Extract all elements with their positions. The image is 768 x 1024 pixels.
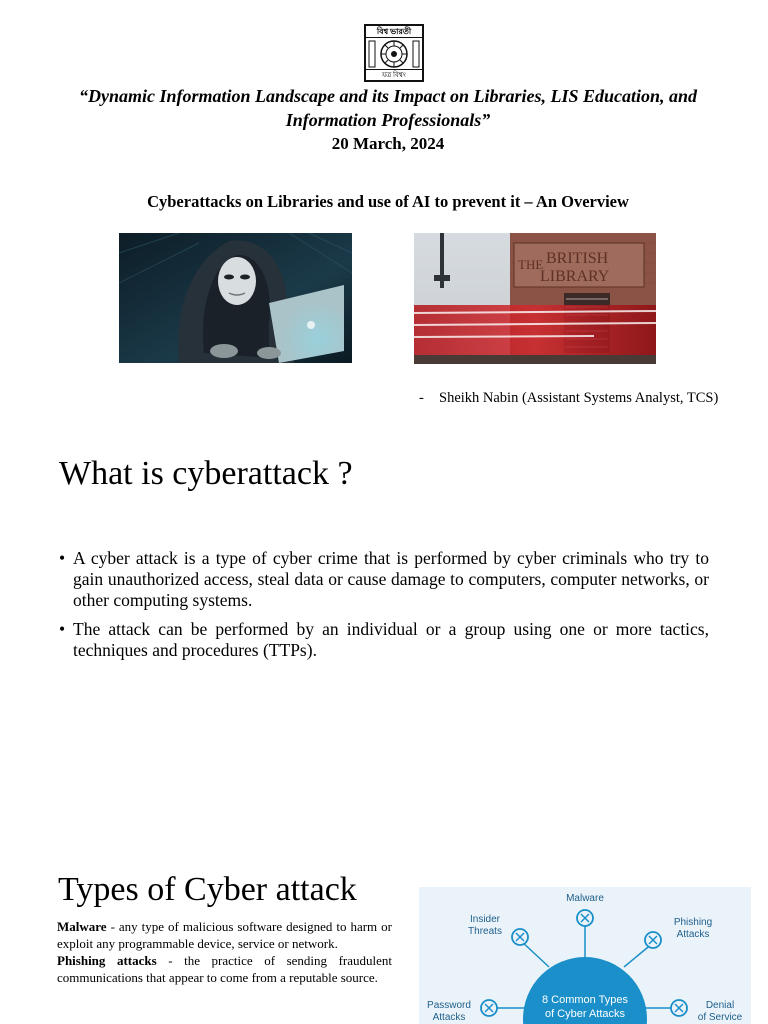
sign-prefix: THE xyxy=(518,257,544,272)
definition-bullets xyxy=(59,548,709,669)
diagram-label-insider-2: Threats xyxy=(468,926,502,937)
logo-top-text: বিশ্ব ভারতী xyxy=(366,26,422,38)
diagram-center-line2: of Cyber Attacks xyxy=(544,1008,626,1020)
list-item xyxy=(59,548,709,611)
bullet-text: A cyber attack is a type of cyber crime that is performed by cyber criminals who try to gain unauthorized access, steal data or cause damage to computers, computer networks, or other computing systems. xyxy=(73,548,709,610)
conference-title-line1: “Dynamic Information Landscape and its Impact on Libraries, LIS Education, and xyxy=(78,86,698,106)
bullet-text: The attack can be performed by an individual or a group using one or more tactics, techniques and procedures (TTPs). xyxy=(73,619,709,660)
diagram-label-password-1: Password xyxy=(427,1000,471,1011)
section-heading-types: Types of Cyber attack xyxy=(58,871,357,908)
diagram-label-malware: Malware xyxy=(566,893,604,904)
british-library-sign-icon xyxy=(414,233,656,364)
diagram-label-password-2: Attacks xyxy=(432,1012,466,1023)
logo-bottom-text: যত্র বিশ্বং xyxy=(366,69,422,80)
attack-term: Malware xyxy=(57,919,107,934)
diagram-label-dos-2: of Service xyxy=(697,1012,743,1023)
attack-types-list xyxy=(57,918,392,986)
talk-title: Cyberattacks on Libraries and use of AI to prevent it – An Overview xyxy=(147,192,629,211)
logo-emblem-icon xyxy=(366,38,422,71)
author-name: Sheikh Nabin (Assistant Systems Analyst, TCS) xyxy=(439,390,719,406)
british-library-photo xyxy=(414,233,656,364)
hooded-hacker-icon xyxy=(119,233,352,363)
diagram-label-insider-1: Insider xyxy=(469,914,501,925)
hacker-photo xyxy=(119,233,352,363)
section-heading-what-is: What is cyberattack ? xyxy=(59,455,353,492)
bullet-icon: • xyxy=(59,619,66,639)
diagram-label-dos-1: Denial xyxy=(705,1000,735,1011)
attack-type-item xyxy=(57,918,392,952)
bullet-icon: • xyxy=(59,548,66,568)
conference-title-line2: Information Professionals” xyxy=(285,110,491,130)
sign-line2: LIBRARY xyxy=(540,268,610,285)
attack-type-item xyxy=(57,952,392,986)
author-line xyxy=(419,390,718,407)
list-item xyxy=(59,619,709,661)
diagram-center-line1: 8 Common Types xyxy=(541,994,629,1006)
attack-types-diagram-svg xyxy=(419,887,751,1024)
attack-definition: - any type of malicious software designed to harm or exploit any programmable device, service or network. xyxy=(57,919,392,951)
conference-date: 20 March, 2024 xyxy=(331,134,445,153)
attack-definition: - the practice of sending fraudulent communications that appear to come from a reputable source. xyxy=(57,953,392,985)
diagram-label-phishing-1: Phishing xyxy=(673,917,713,928)
sign-line1: BRITISH xyxy=(546,250,609,267)
cyber-attack-types-diagram xyxy=(419,887,751,1024)
university-logo xyxy=(364,24,424,82)
diagram-label-phishing-2: Attacks xyxy=(676,929,710,940)
attack-term: Phishing attacks xyxy=(57,953,157,968)
conference-title xyxy=(60,84,716,132)
author-dash: - xyxy=(419,390,424,406)
